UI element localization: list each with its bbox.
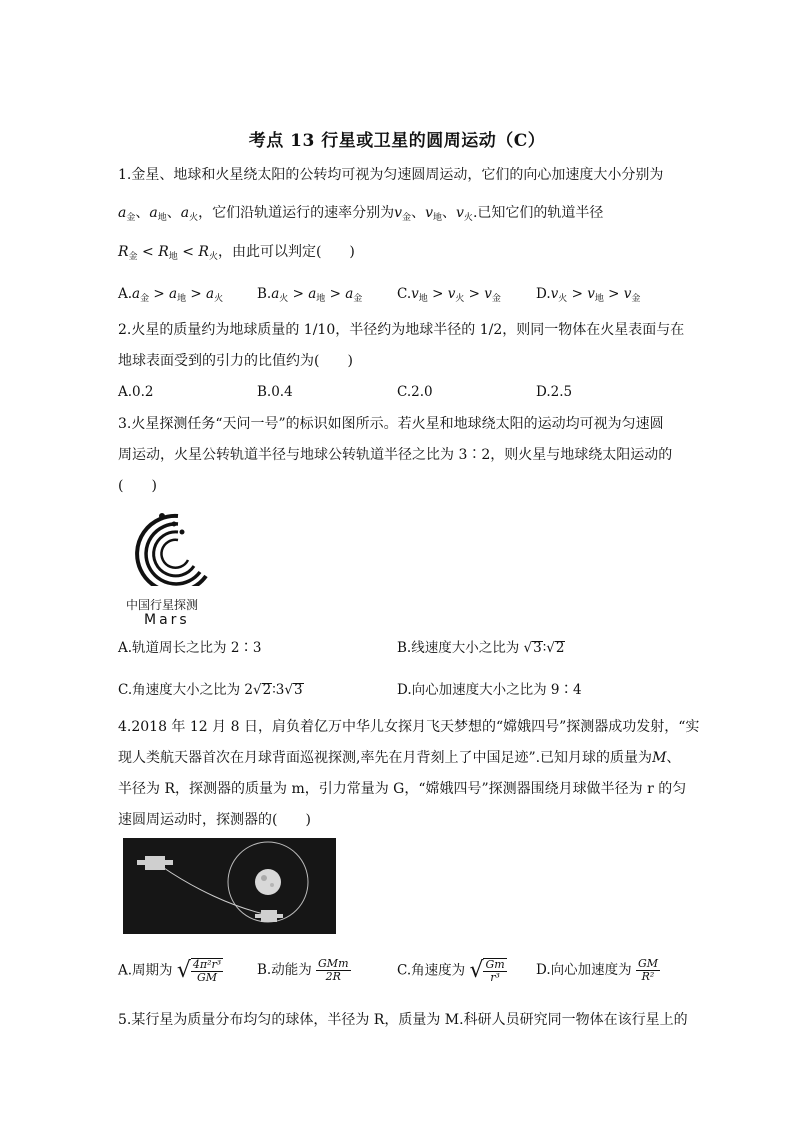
q4-option-c[interactable]: C.角速度为 √ $\frac{Gm}{\text{r³}}$ <box>397 958 505 984</box>
q3-option-a[interactable]: A.轨道周长之比为 2∶3 <box>118 640 262 656</box>
q2-option-b[interactable]: B.0.4 <box>257 384 293 400</box>
q1-line2: $a_金$、$a_地$、$a_火$，它们沿轨道运行的速率分别为$v_金$、$v_地$、$v_火$.已知它们的轨道半径 <box>118 205 604 223</box>
q4-line2: 现人类航天器首次在月球背面巡视探测,率先在月背刻上了中国足迹”.已知月球的质量为M、 <box>118 750 681 766</box>
logo-mars: Mars <box>144 612 190 628</box>
q2-line2: 地球表面受到的引力的比值约为( ) <box>118 353 353 369</box>
q2-line1: 2.火星的质量约为地球质量的 1/10，半径约为地球半径的 1/2，则同一物体在火星表面与在 <box>118 322 685 338</box>
q3-option-b[interactable]: B.线速度大小之比为 √3∶√2 <box>397 640 565 656</box>
q4-option-b[interactable]: B.动能为 $\frac{\text{GMm}}{2R}$ <box>257 957 349 983</box>
q3-line3: ( ) <box>118 478 157 494</box>
orbit-logo-icon <box>122 506 226 586</box>
q2-option-d[interactable]: D.2.5 <box>536 384 573 400</box>
q3-line1: 3.火星探测任务“天问一号”的标识如图所示。若火星和地球绕太阳的运动均可视为匀速圆 <box>118 416 664 432</box>
q1-option-d[interactable]: $D.v_火 > v_地 > v_金$ <box>536 286 641 304</box>
moon-orbit-illustration <box>123 838 336 934</box>
moon-probe-image <box>123 838 336 934</box>
logo-caption: 中国行星探测 <box>126 598 199 612</box>
q3-line2: 周运动，火星公转轨道半径与地球公转轨道半径之比为 3∶2，则火星与地球绕太阳运动的 <box>118 447 673 463</box>
q1-line3: $R_金 < R_地 < R_火$，由此可以判定( ) <box>118 244 355 262</box>
tianwen-logo <box>122 506 226 628</box>
q1-line1: 1.金星、地球和火星绕太阳的公转均可视为匀速圆周运动，它们的向心加速度大小分别为 <box>118 167 664 183</box>
page-title: 考点 13 行星或卫星的圆周运动（C） <box>248 131 546 151</box>
q4-option-a[interactable]: A.周期为 √ $\frac{\text{4π²r³}}{GM}$ <box>118 958 222 984</box>
q1-option-a[interactable]: $A.a_金 > a_地 > a_火$ <box>118 286 224 304</box>
q3-option-d[interactable]: D.向心加速度大小之比为 9∶4 <box>397 682 582 698</box>
q4-line3: 半径为 R，探测器的质量为 m，引力常量为 G，“嫦娥四号”探测器围绕月球做半径为 r 的匀 <box>118 781 687 797</box>
q4-line1: 4.2018 年 12 月 8 日，肩负着亿万中华儿女探月飞天梦想的“嫦娥四号”探测器成功发射，“实 <box>118 719 700 735</box>
q2-option-a[interactable]: A.0.2 <box>118 384 154 400</box>
q1-option-c[interactable]: $C.v_地 > v_火 > v_金$ <box>397 286 501 304</box>
q1-option-b[interactable]: $B.a_火 > a_地 > a_金$ <box>257 286 363 304</box>
q2-option-c[interactable]: C.2.0 <box>397 384 433 400</box>
q4-option-d[interactable]: D.向心加速度为 $\frac{GM}{\text{R²}}$ <box>536 957 658 983</box>
q5-line1: 5.某行星为质量分布均匀的球体，半径为 R，质量为 M.科研人员研究同一物体在该行星上的 <box>118 1012 688 1028</box>
q3-option-c[interactable]: C.角速度大小之比为 2√2∶3√3 <box>118 682 303 698</box>
q4-line4: 速圆周运动时，探测器的( ) <box>118 812 311 828</box>
